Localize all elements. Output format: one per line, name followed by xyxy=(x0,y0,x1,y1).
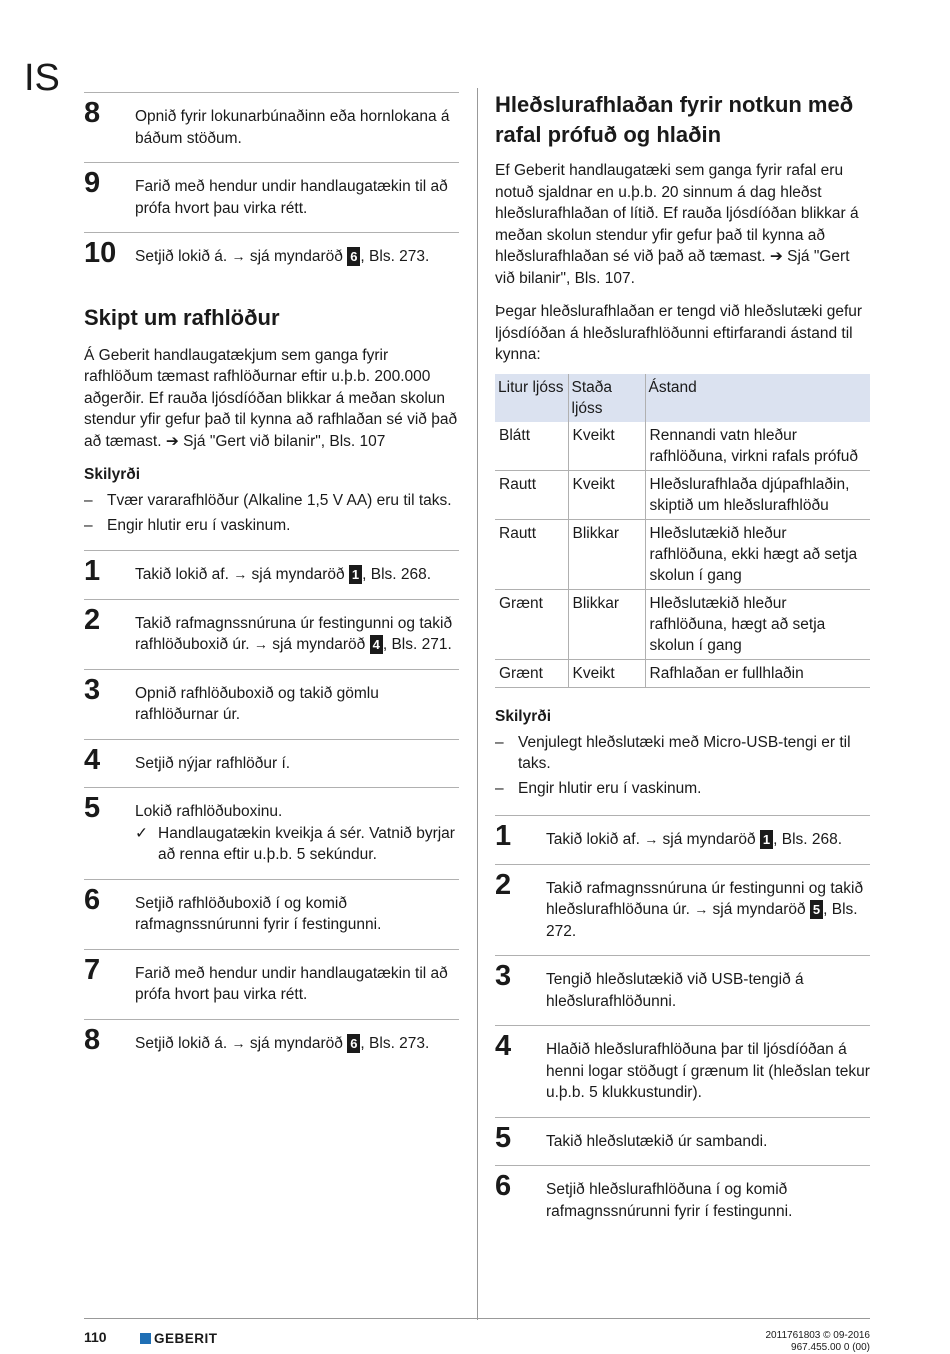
document-id xyxy=(766,1330,871,1354)
prerequisites-title: Skilyrði xyxy=(495,707,551,725)
step-text: Takið lokið af. → sjá myndaröð 1 , Bls. 268. xyxy=(135,566,432,583)
column-divider xyxy=(477,88,478,1320)
step-number: 5 xyxy=(495,1121,512,1154)
figure-ref-badge: 1 xyxy=(349,565,362,584)
step xyxy=(84,550,459,599)
table-cell: Hleðslurafhlaða djúpafhlaðin, skiptið um hleðslurafhlöðu xyxy=(645,470,870,519)
step-text: Setjið lokið á. → sjá myndaröð 6 , Bls. 273. xyxy=(135,248,430,265)
step-text: Takið hleðslutækið úr sambandi. xyxy=(546,1132,768,1150)
step-number: 10 xyxy=(84,237,117,269)
step xyxy=(84,879,459,949)
step-number: 1 xyxy=(495,820,512,852)
table-cell: Kveikt xyxy=(568,470,645,519)
language-code: IS xyxy=(24,57,60,99)
arrow-icon: → xyxy=(233,566,248,582)
step xyxy=(84,1019,459,1068)
step-text: Setjið hleðslurafhlöðuna í og komið rafmagnssnúrunni fyrir í festingunni. xyxy=(546,1181,793,1220)
table-cell: Hleðslutækið hleður rafhlöðuna, hægt að setja skolun í gang xyxy=(645,589,870,659)
step xyxy=(495,864,870,956)
table-row xyxy=(495,422,870,471)
list-item: – Engir hlutir eru í vaskinum. xyxy=(495,778,870,800)
step-text: Lokið rafhlöðuboxinu. xyxy=(135,803,283,820)
section-paragraph: Ef Geberit handlaugatæki sem ganga fyrir rafal eru notuð sjaldnar en u.þ.b. 20 sinnum á dag hleðst hleðslurafhlaðan of lítið. Ef rauða ljósdíóðan blikkar á meðan skolun stendur yfir gefur það til kynna að hleðslurafhlaðan sé við það að tæmast. ➔ Sjá "Gert við bilanir", Bls. 107. xyxy=(495,162,859,287)
step xyxy=(84,232,459,281)
step-text: Takið rafmagnssnúruna úr festingunni og takið rafhlöðuboxið úr. → sjá myndaröð 4 , Bls. 271. xyxy=(135,614,453,653)
step-result: ✓ Handlaugatækin kveikja á sér. Vatnið byrjar að renna eftir u.þ.b. 5 sekúndur. xyxy=(135,824,455,863)
step xyxy=(84,92,459,162)
table-row xyxy=(495,659,870,687)
table-cell: Kveikt xyxy=(568,422,645,471)
step-number: 4 xyxy=(495,1030,512,1062)
table-row xyxy=(495,589,870,659)
arrow-icon: → xyxy=(231,1034,246,1051)
step-text: Tengið hleðslutækið við USB-tengið á hleðslurafhlöðunni. xyxy=(546,971,804,1010)
logo-square-icon xyxy=(140,1333,151,1344)
step-number: 1 xyxy=(84,555,101,587)
step xyxy=(84,739,459,788)
document-id-line: 967.455.00 0 (00) xyxy=(791,1342,870,1353)
list-item: – Tvær vararafhlöður (Alkaline 1,5 V AA) eru til taks. xyxy=(84,490,459,512)
table-cell: Grænt xyxy=(495,589,568,659)
table-cell: Rafhlaðan er fullhlaðin xyxy=(645,659,870,687)
table-row xyxy=(495,470,870,519)
footer-rule xyxy=(84,1318,870,1319)
prerequisites-list xyxy=(495,732,870,800)
step xyxy=(495,1165,870,1235)
step-number: 2 xyxy=(84,603,101,636)
table-cell: Rennandi vatn hleður rafhlöðuna, virkni rafals prófuð xyxy=(645,422,870,471)
section-title: Hleðslurafhlaðan fyrir notkun með rafal prófuð og hlaðin xyxy=(495,92,854,147)
step-text: Setjið nýjar rafhlöður í. xyxy=(135,754,291,772)
table-cell: Blikkar xyxy=(568,589,645,659)
step xyxy=(84,162,459,232)
step xyxy=(84,599,459,669)
brand-logo xyxy=(140,1331,218,1346)
brand-wordmark: GEBERIT xyxy=(154,1331,218,1346)
step-number: 4 xyxy=(84,743,101,776)
step-text: Farið með hendur undir handlaugatækin til að prófa hvort þau virka rétt. xyxy=(135,964,448,1003)
figure-ref-badge: 6 xyxy=(347,1034,360,1053)
step-text: Setjið rafhlöðuboxið í og komið rafmagnssnúrunni fyrir í festingunni. xyxy=(135,894,382,933)
step-number: 6 xyxy=(495,1170,512,1202)
document-id-line: 2011761803 © 09-2016 xyxy=(765,1330,870,1341)
table-cell: Blátt xyxy=(495,422,568,471)
step-number: 7 xyxy=(84,953,101,986)
section-title: Skipt um rafhlöður xyxy=(84,304,280,330)
arrow-icon: → xyxy=(694,901,709,917)
step xyxy=(84,787,459,879)
step-number: 3 xyxy=(84,673,101,706)
section-paragraph: Á Geberit handlaugatækjum sem ganga fyrir rafhlöðum tæmast rafhlöðurnar eftir u.þ.b. 200.000 aðgerðir. Ef rauða ljósdíóðan blikkar á meðan skolun stendur yfir gefur það til kynna að rafhlaðan sé við það að tæmast. ➔ Sjá "Gert við bilanir", Bls. 107 xyxy=(84,346,458,450)
table-cell: Hleðslutækið hleður rafhlöðuna, ekki hægt að setja skolun í gang xyxy=(645,519,870,589)
right-column xyxy=(495,90,870,1235)
list-item: – Venjulegt hleðslutæki með Micro-USB-tengi er til taks. xyxy=(495,732,870,775)
step-text: Opnið rafhlöðuboxið og takið gömlu rafhlöðurnar úr. xyxy=(135,684,379,723)
table-cell: Blikkar xyxy=(568,519,645,589)
step xyxy=(495,1117,870,1166)
step-number: 8 xyxy=(84,1023,101,1056)
step-number: 2 xyxy=(495,868,512,901)
step-number: 5 xyxy=(84,792,101,824)
step-text: Farið með hendur undir handlaugatækin til að prófa hvort þau virka rétt. xyxy=(135,178,448,217)
step-text: Hlaðið hleðslurafhlöðuna þar til ljósdíóðan á henni logar stöðugt í grænum lit (hleðslan tekur u.þ.b. 5 klukkustundir). xyxy=(546,1041,870,1101)
step xyxy=(84,949,459,1019)
table-cell: Kveikt xyxy=(568,659,645,687)
step-number: 8 xyxy=(84,97,101,129)
left-column xyxy=(84,92,459,1067)
table-cell: Grænt xyxy=(495,659,568,687)
step-number: 6 xyxy=(84,883,101,916)
figure-ref-badge: 6 xyxy=(347,247,360,266)
figure-ref-badge: 1 xyxy=(760,830,773,849)
table-cell: Rautt xyxy=(495,470,568,519)
list-item: – Engir hlutir eru í vaskinum. xyxy=(84,515,459,537)
step-text: Takið lokið af. → sjá myndaröð 1 , Bls. 268. xyxy=(546,831,843,848)
arrow-icon: → xyxy=(253,636,268,652)
step-number: 9 xyxy=(84,167,101,199)
figure-ref-badge: 4 xyxy=(370,635,383,654)
step-text: Setjið lokið á. → sjá myndaröð 6 , Bls. 273. xyxy=(135,1034,430,1052)
prerequisites-title: Skilyrði xyxy=(84,466,140,483)
step-text: Opnið fyrir lokunarbúnaðinn eða hornlokana á báðum stöðum. xyxy=(135,108,450,147)
page-number: 110 xyxy=(84,1329,107,1345)
step-text: Takið rafmagnssnúruna úr festingunni og takið hleðslurafhlöðuna úr. → sjá myndaröð 5 , Bls. 272. xyxy=(546,879,864,940)
section-paragraph: Þegar hleðslurafhlaðan er tengd við hleðslutæki gefur ljósdíóðan á hleðslurafhlöðunni eftirfarandi ástand til kynna: xyxy=(495,303,863,363)
table-cell: Rautt xyxy=(495,519,568,589)
table-row xyxy=(495,519,870,589)
table-header-cell: Staða ljóss xyxy=(568,374,645,422)
arrow-icon: → xyxy=(231,248,246,264)
checkmark-icon: ✓ xyxy=(135,824,148,842)
table-header-cell: Ástand xyxy=(645,374,870,422)
table-header-row xyxy=(495,374,870,422)
table-header-cell: Litur ljóss xyxy=(495,374,568,422)
step xyxy=(495,815,870,864)
step xyxy=(84,669,459,739)
prerequisites-list xyxy=(84,490,459,536)
step-number: 3 xyxy=(495,960,512,992)
step xyxy=(495,1025,870,1117)
step xyxy=(495,955,870,1025)
figure-ref-badge: 5 xyxy=(810,900,823,919)
arrow-icon: → xyxy=(644,831,659,847)
led-status-table xyxy=(495,374,870,688)
